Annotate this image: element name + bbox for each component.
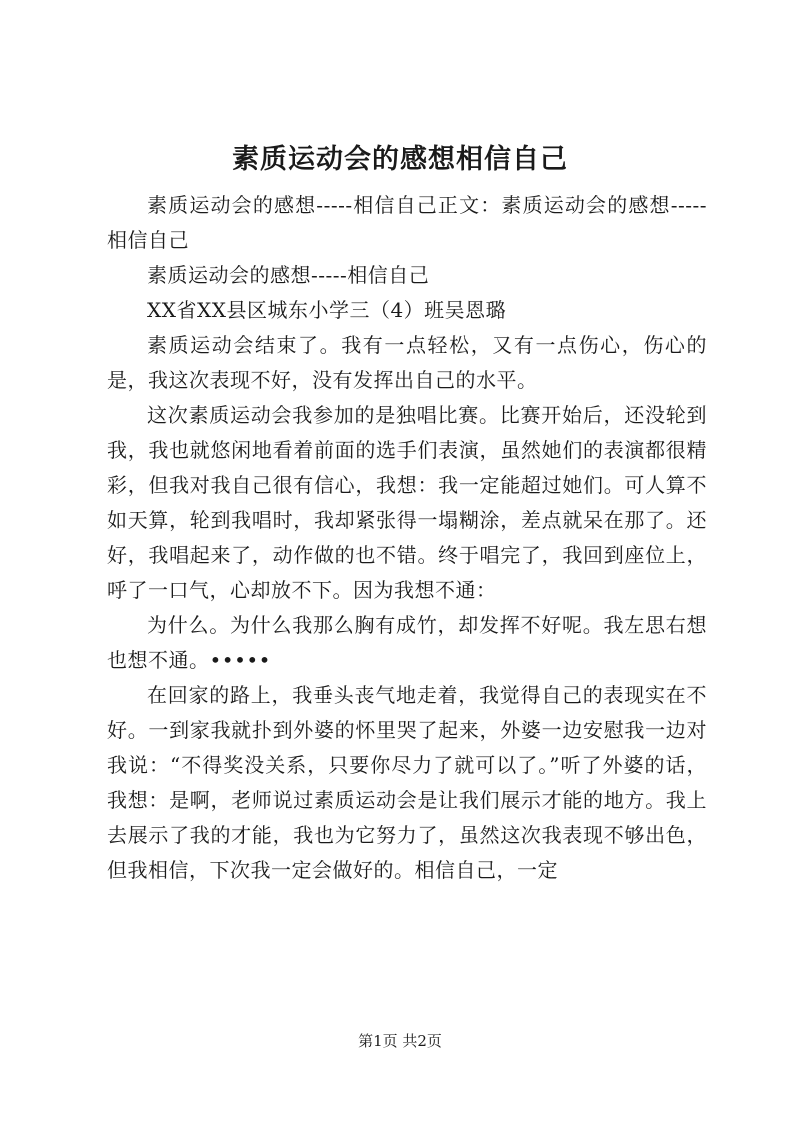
page-number-footer: 第1页 共2页: [358, 1032, 442, 1050]
paragraph-1: 素质运动会结束了。我有一点轻松，又有一点伤心，伤心的是，我这次表现不好，没有发挥出自己的水平。: [107, 333, 707, 392]
document-title: 素质运动会的感想相信自己: [232, 144, 568, 175]
paragraph-2: 这次素质运动会我参加的是独唱比赛。比赛开始后，还没轮到我，我也就悠闲地看着前面的选手们表演，虽然她们的表演都很精彩，但我对我自己很有信心，我想：我一定能超过她们。可人算不如天算，轮到我唱时，我却紧张得一塌糊涂，差点就呆在那了。还好，我唱起来了，动作做的也不错。终于唱完了，我回到座位上，呼了一口气，心却放不下。因为我想不通：: [107, 403, 707, 602]
paragraph-intro: 素质运动会的感想-----相信自己正文：素质运动会的感想-----相信自己: [107, 193, 707, 252]
document-body: [107, 188, 707, 888]
paragraph-4: 在回家的路上，我垂头丧气地走着，我觉得自己的表现实在不好。一到家我就扑到外婆的怀里哭了起来，外婆一边安慰我一边对我说：“不得奖没关系，只要你尽力了就可以了。”听了外婆的话，我想：是啊，老师说过素质运动会是让我们展示才能的地方。我上去展示了我的才能，我也为它努力了，虽然这次我表现不够出色，但我相信，下次我一定会做好的。相信自己，一定: [107, 683, 707, 882]
paragraph-3: 为什么。为什么我那么胸有成竹，却发挥不好呢。我左思右想也想不通。•••••: [107, 613, 707, 672]
paragraph-author: XX省XX县区城东小学三（4）班吴恩璐: [147, 298, 507, 322]
paragraph-subtitle: 素质运动会的感想-----相信自己: [147, 263, 430, 287]
